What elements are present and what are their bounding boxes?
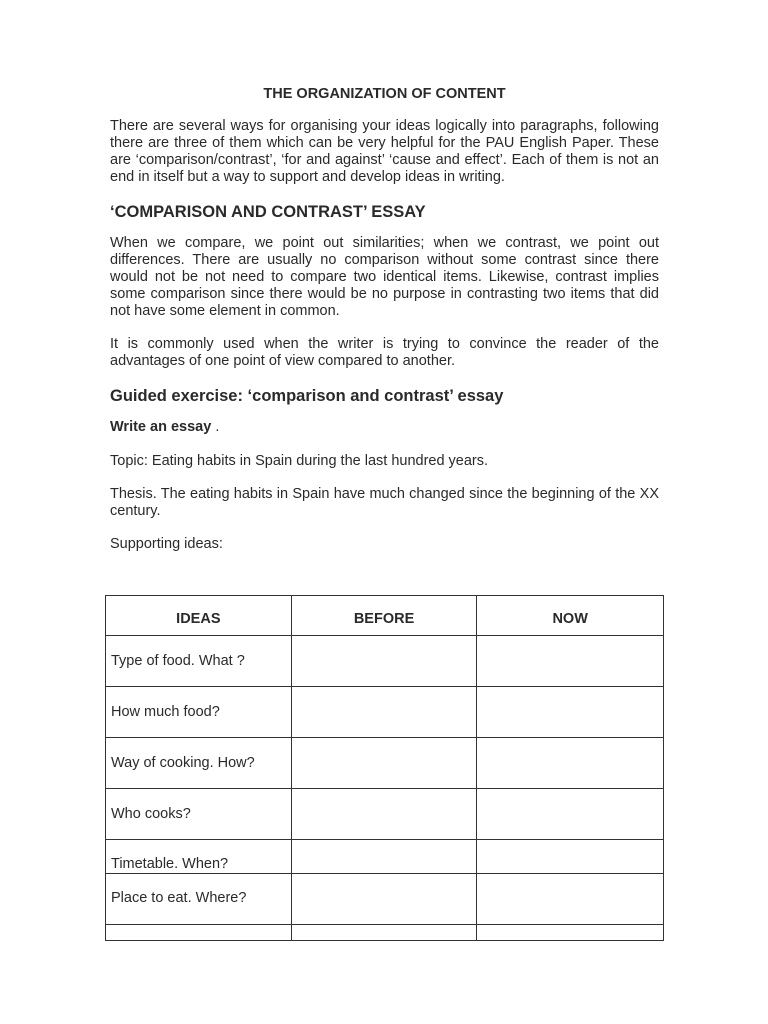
- ideas-table: [105, 595, 664, 941]
- before-cell[interactable]: [291, 738, 477, 789]
- header-now: NOW: [477, 596, 664, 636]
- table-row: [106, 874, 664, 925]
- section-paragraph-2: It is commonly used when the writer is trying to convince the reader of the advantages of one point of view compared to another.: [110, 336, 659, 369]
- section-paragraph-1: When we compare, we point out similarities; when we contrast, we point out differences. There are usually no comparison without some contrast since there would not be not need to compare two identical items. Likewise, contrast implies some comparison since there would be no purpose in contrasting two items that did not have some element in common.: [110, 235, 659, 319]
- now-cell[interactable]: [477, 874, 664, 925]
- table-header-row: [106, 596, 664, 636]
- before-cell[interactable]: [291, 687, 477, 738]
- now-cell[interactable]: [477, 925, 664, 941]
- write-label: Write an essay: [110, 419, 212, 435]
- header-before: BEFORE: [291, 596, 477, 636]
- page-title: THE ORGANIZATION OF CONTENT: [263, 86, 506, 102]
- idea-cell: Way of cooking. How?: [106, 738, 292, 789]
- now-cell[interactable]: [477, 636, 664, 687]
- idea-cell: How much food?: [106, 687, 292, 738]
- write-instruction: [110, 419, 659, 436]
- idea-cell: Type of food. What ?: [106, 636, 292, 687]
- table-row: [106, 840, 664, 874]
- idea-cell: [106, 925, 292, 941]
- table-row: [106, 687, 664, 738]
- before-cell[interactable]: [291, 925, 477, 941]
- before-cell[interactable]: [291, 636, 477, 687]
- guided-exercise-heading: Guided exercise: ‘comparison and contrast’ essay: [110, 387, 504, 405]
- before-cell[interactable]: [291, 874, 477, 925]
- table-row: [106, 925, 664, 941]
- topic-line: Topic: Eating habits in Spain during the last hundred years.: [110, 453, 489, 469]
- section-heading: ‘COMPARISON AND CONTRAST’ ESSAY: [110, 203, 426, 221]
- intro-paragraph: There are several ways for organising your ideas logically into paragraphs, following there are three of them which can be very helpful for the PAU English Paper. These are ‘comparison/contrast’, ‘for and against’ ‘cause and effect’. Each of them is not an end in itself but a way to support and develop ideas in writing.: [110, 118, 659, 185]
- write-suffix: .: [211, 419, 220, 435]
- document-page: [110, 84, 659, 569]
- before-cell[interactable]: [291, 789, 477, 840]
- idea-cell: Who cooks?: [106, 789, 292, 840]
- idea-cell: Place to eat. Where?: [106, 874, 292, 925]
- now-cell[interactable]: [477, 789, 664, 840]
- now-cell[interactable]: [477, 687, 664, 738]
- now-cell[interactable]: [477, 738, 664, 789]
- table-row: [106, 789, 664, 840]
- idea-cell: Timetable. When?: [106, 840, 292, 874]
- thesis-paragraph: Thesis. The eating habits in Spain have much changed since the beginning of the XX century.: [110, 486, 659, 519]
- table-row: [106, 636, 664, 687]
- now-cell[interactable]: [477, 840, 664, 874]
- table-row: [106, 738, 664, 789]
- supporting-ideas-label: Supporting ideas:: [110, 536, 223, 552]
- before-cell[interactable]: [291, 840, 477, 874]
- header-ideas: IDEAS: [106, 596, 292, 636]
